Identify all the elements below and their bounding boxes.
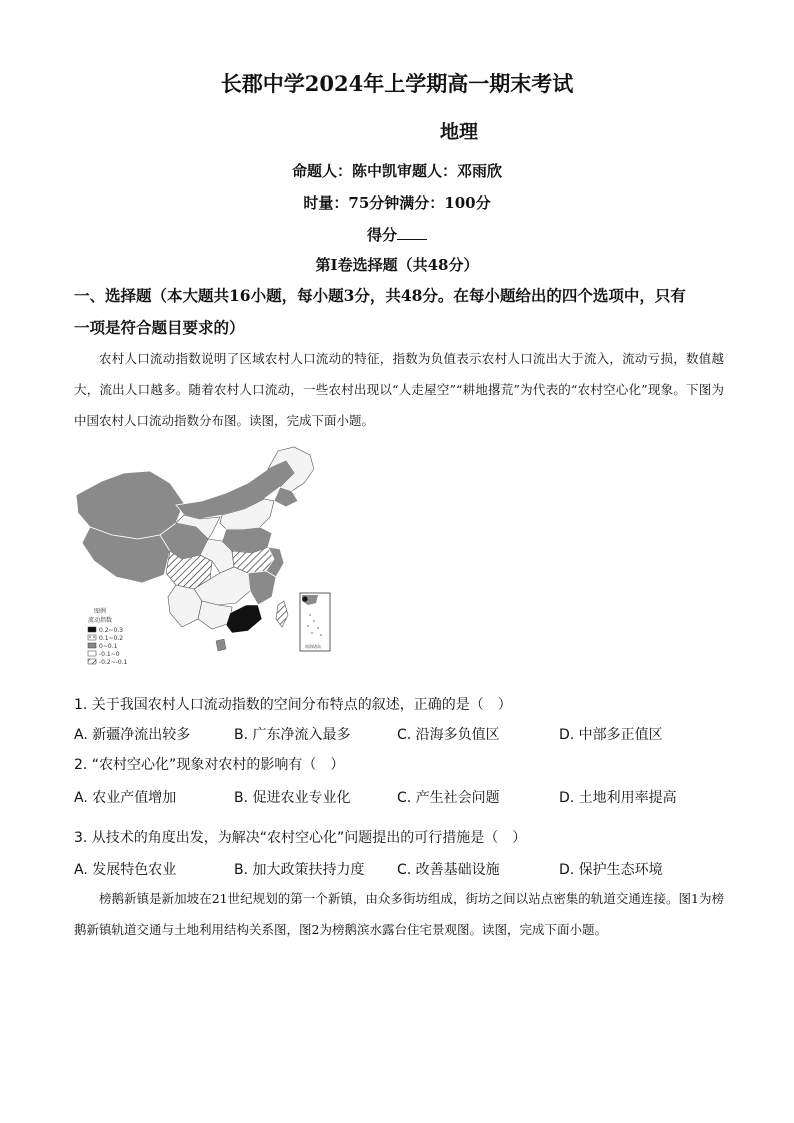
question-2-option-c[interactable]: C. 产生社会问题 <box>397 790 500 806</box>
china-rural-migration-map <box>72 443 334 673</box>
region-jiangxi <box>248 571 276 605</box>
legend-swatch <box>88 643 96 648</box>
question-2-option-a[interactable]: A. 农业产值增加 <box>74 790 177 806</box>
inset-label: 南海诸岛 <box>305 644 321 649</box>
legend-items <box>88 627 128 666</box>
legend-label: 0.1~0.2 <box>99 635 124 642</box>
score-label: 得分 <box>366 226 397 244</box>
part-title: 第Ⅰ卷选择题（共48分） <box>315 256 479 274</box>
score-line <box>0 224 794 245</box>
question-3-option-c[interactable]: C. 改善基础设施 <box>397 862 500 878</box>
section-heading-line2: 一项是符合题目要求的） <box>74 318 245 337</box>
legend-label: 0.2~0.3 <box>99 627 124 634</box>
question-2-option-d[interactable]: D. 土地利用率提高 <box>559 790 677 806</box>
legend-subtitle: 流动指数 <box>88 617 113 624</box>
section-heading-line1: 一、选择题（本大题共16小题，每小题3分，共48分。在每小题给出的四个选项中，只有 <box>74 286 686 305</box>
exam-title: 长郡中学2024年上学期高一期末考试 <box>220 71 574 96</box>
legend-label: 0~0.1 <box>99 643 118 650</box>
question-3-stem: 3. 从技术的角度出发，为解决“农村空心化”问题提出的可行措施是（ ） <box>74 830 527 846</box>
section-heading <box>74 280 724 344</box>
time-score-line: 时量：75分钟满分：100分 <box>303 194 491 212</box>
question-1-option-d[interactable]: D. 中部多正值区 <box>559 727 663 743</box>
question-3-option-a[interactable]: A. 发展特色农业 <box>74 862 177 878</box>
question-3-option-d[interactable]: D. 保护生态环境 <box>559 862 663 878</box>
subject-title: 地理 <box>440 121 479 143</box>
legend-label: -0.1~0 <box>99 651 120 658</box>
legend-label: -0.2~-0.1 <box>99 659 128 666</box>
legend-swatch <box>88 627 96 632</box>
region-liaoning <box>274 487 298 507</box>
question-1-option-a[interactable]: A. 新疆净流出较多 <box>74 727 191 743</box>
inset-guangdong-mark <box>302 596 307 601</box>
legend-title: 图例 <box>94 608 107 615</box>
passage-rural-migration: 农村人口流动指数说明了区域农村人口流动的特征，指数为负值表示农村人口流出大于流入，流动亏损，数值越大，流出人口越多。随着农村人口流动，一些农村出现以“人走屋空”“耕地撂荒”为代表的“农村空心化”现象。下图为中国农村人口流动指数分布图。读图，完成下面小题。 <box>74 351 724 428</box>
legend-swatch <box>88 635 96 640</box>
legend-swatch <box>88 651 96 656</box>
region-inner-mongolia <box>176 461 294 519</box>
legend-swatch <box>88 659 96 664</box>
question-2-stem: 2. “农村空心化”现象对农村的影响有（ ） <box>74 757 345 773</box>
score-blank[interactable] <box>397 225 427 240</box>
map-svg <box>72 443 334 673</box>
question-1-option-c[interactable]: C. 沿海多负值区 <box>397 727 500 743</box>
region-hainan <box>216 639 226 651</box>
question-2-option-b[interactable]: B. 促进农业专业化 <box>234 790 351 806</box>
question-1-stem: 1. 关于我国农村人口流动指数的空间分布特点的叙述，正确的是（ ） <box>74 697 512 713</box>
authors-line: 命题人：陈中凯审题人：邓雨欣 <box>291 162 502 180</box>
question-1-option-b[interactable]: B. 广东净流入最多 <box>234 727 351 743</box>
question-3-option-b[interactable]: B. 加大政策扶持力度 <box>234 862 365 878</box>
passage-punggol-town: 榜鹅新镇是新加坡在21世纪规划的第一个新镇，由众多街坊组成，街坊之间以站点密集的轨道交通连接。图1为榜鹅新镇轨道交通与土地利用结构关系图，图2为榜鹅滨水露台住宅景观图。读图，完成下面小题。 <box>74 891 724 937</box>
region-taiwan <box>276 601 288 627</box>
